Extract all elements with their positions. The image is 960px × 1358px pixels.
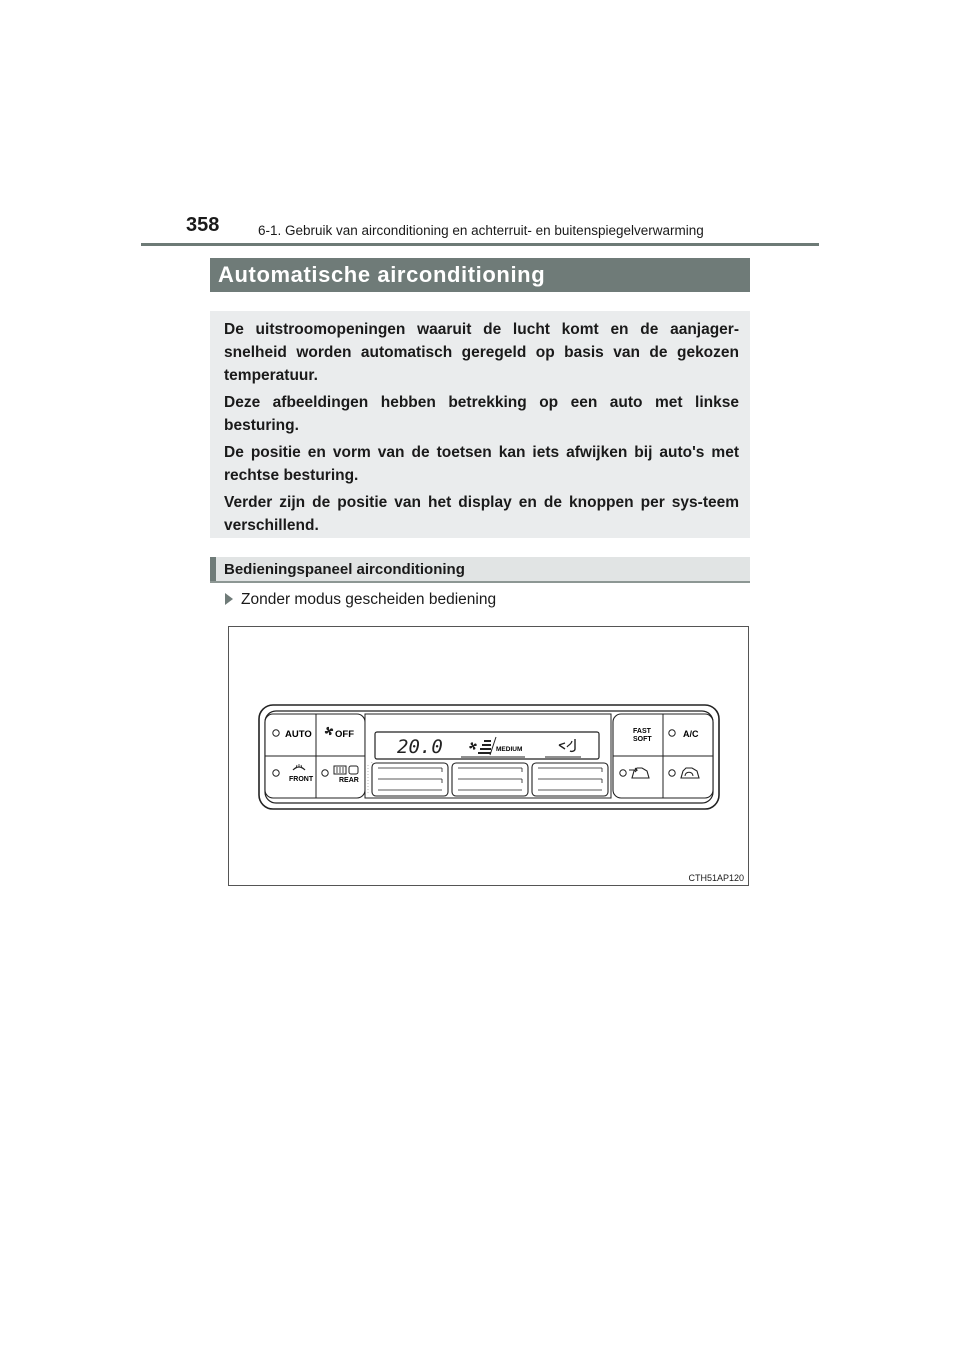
- header-rule: [141, 243, 819, 246]
- fan-mode-label: MEDIUM: [496, 746, 523, 753]
- page-title: Automatische airconditioning: [218, 262, 546, 287]
- bullet-item: [225, 591, 496, 609]
- page-number: 358: [186, 214, 220, 236]
- auto-label: AUTO: [285, 729, 312, 740]
- title-bar: [210, 258, 750, 292]
- intro-paragraph: De uitstroomopeningen waaruit de lucht komt en de aanjager-snelheid worden automatisch geregeld op basis van de gekozen temperatuur.: [224, 321, 739, 384]
- figure-code: CTH51AP120: [688, 873, 744, 883]
- off-label: OFF: [335, 729, 354, 740]
- front-label: FRONT: [289, 776, 314, 783]
- fast-label: FAST: [633, 728, 651, 735]
- control-panel-illustration: [229, 627, 750, 887]
- sub-heading: [210, 557, 750, 583]
- soft-label: SOFT: [633, 736, 652, 743]
- sub-heading-accent: [210, 557, 216, 581]
- section-header: 6-1. Gebruik van airconditioning en achterruit- en buitenspiegelverwarming: [258, 223, 704, 238]
- sub-heading-text: Bedieningspaneel airconditioning: [224, 561, 465, 578]
- intro-paragraph: Deze afbeeldingen hebben betrekking op een auto met linkse besturing.: [224, 394, 739, 434]
- fast-soft-button[interactable]: [633, 728, 652, 743]
- intro-paragraph: Verder zijn de positie van het display en de knoppen per sys-teem verschillend.: [224, 494, 739, 534]
- intro-box: [210, 311, 750, 538]
- temperature-readout: 20.0: [397, 736, 443, 758]
- bullet-text: Zonder modus gescheiden bediening: [241, 591, 497, 608]
- ac-label: A/C: [683, 729, 699, 739]
- bullet-arrow-icon: [225, 593, 233, 605]
- display-scale-mark: -: [371, 760, 373, 765]
- control-panel-figure: [228, 626, 749, 886]
- intro-paragraph: De positie en vorm van de toetsen kan iets afwijken bij auto's met rechtse besturing.: [224, 444, 739, 484]
- rear-label: REAR: [339, 777, 359, 784]
- vent-louvers: [372, 763, 608, 796]
